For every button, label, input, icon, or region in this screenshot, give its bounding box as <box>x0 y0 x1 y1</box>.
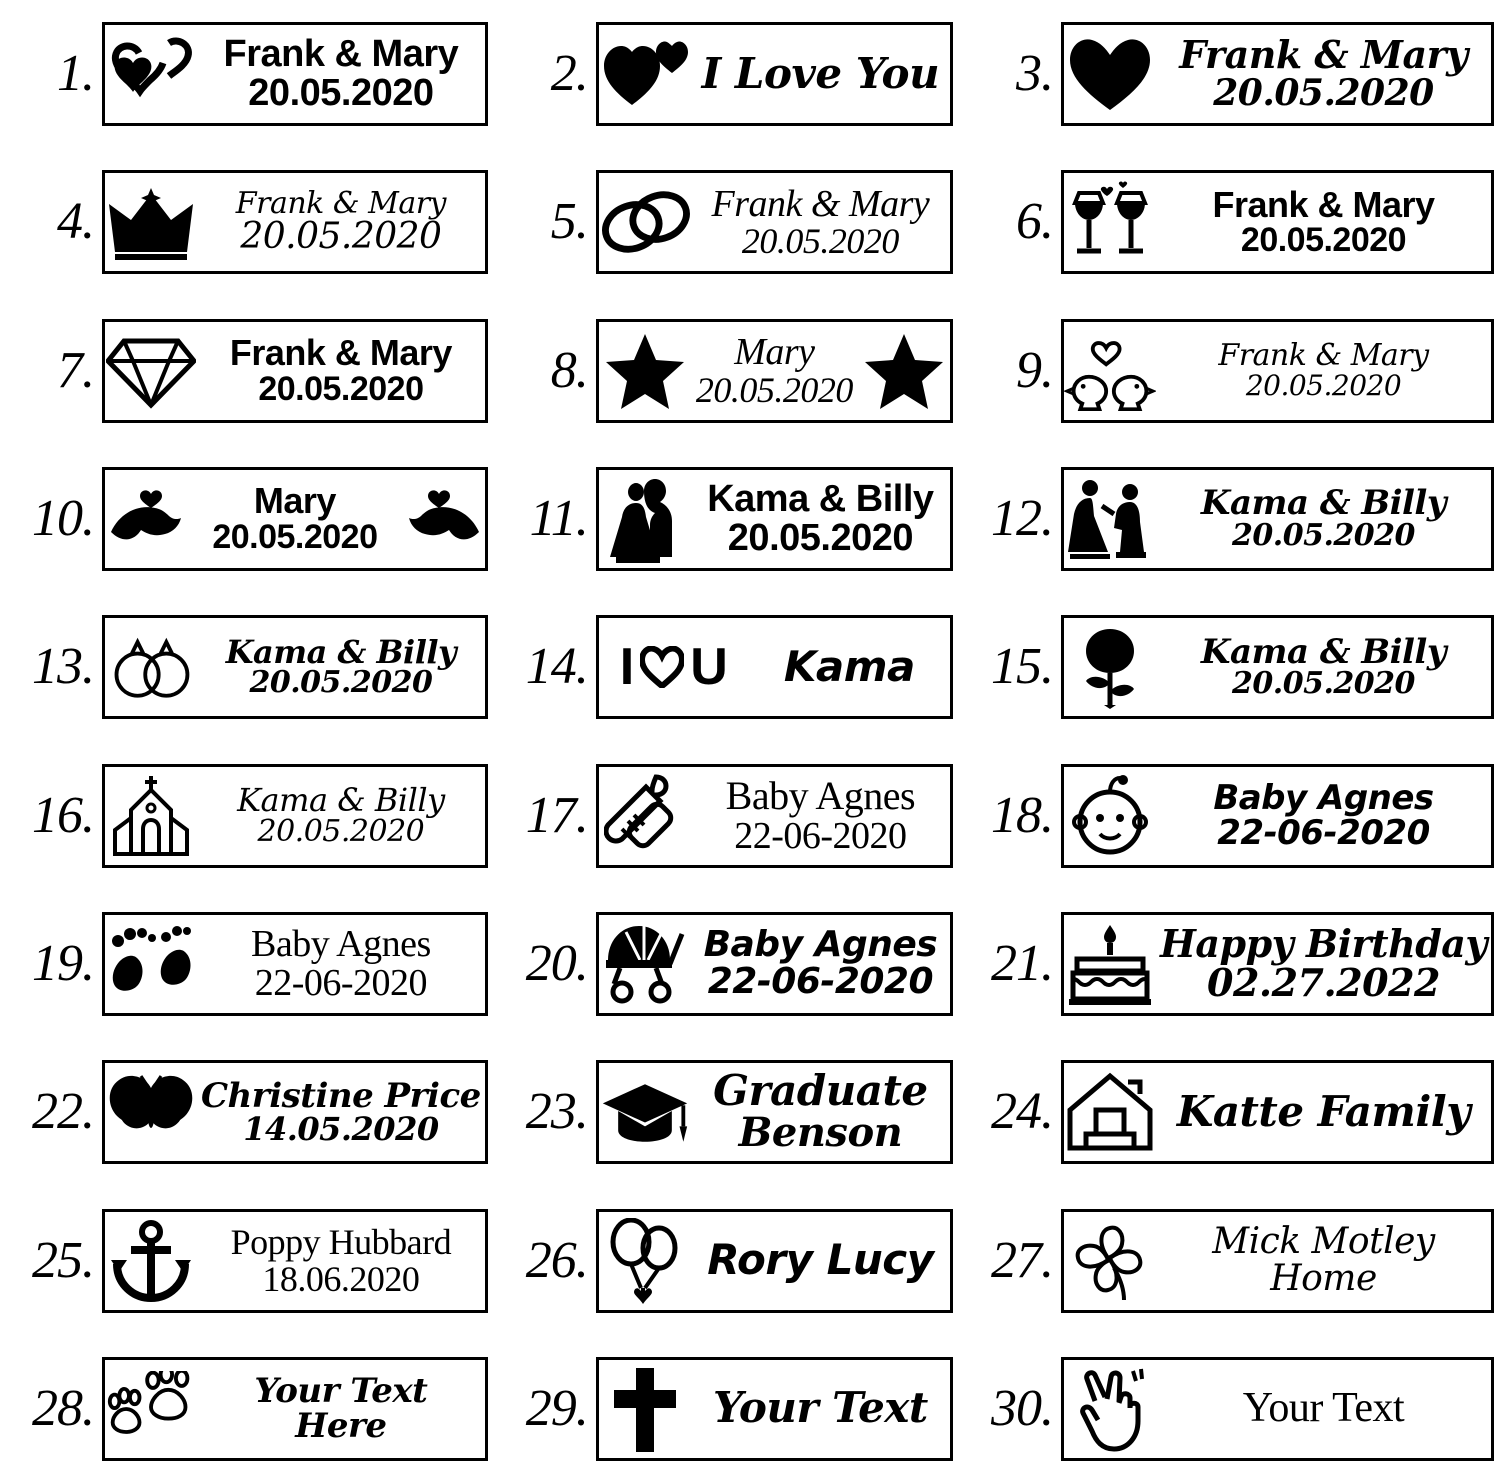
engraving-text <box>1156 921 1491 1005</box>
engraving-line-2: 02.27.2022 <box>1207 959 1440 1005</box>
engraving-line-1: Frank & Mary <box>1212 183 1435 225</box>
baby-feet-icon <box>105 920 197 1008</box>
design-option-cell <box>0 0 494 148</box>
engraving-plate[interactable] <box>596 22 953 126</box>
design-option-cell <box>959 148 1500 296</box>
engraving-plate[interactable] <box>1061 764 1494 868</box>
option-number: 4. <box>57 193 94 251</box>
engraving-text <box>1156 32 1491 115</box>
engraving-line-1: Baby Agnes <box>703 924 938 966</box>
engraving-line-2: 20.05.2020 <box>212 518 378 557</box>
engraving-plate[interactable] <box>102 615 488 719</box>
two-hearts-icon <box>105 30 197 118</box>
option-number: 17. <box>525 786 588 844</box>
engraving-text <box>1156 338 1491 402</box>
wine-glasses-icon <box>1064 178 1156 266</box>
balloons-icon <box>599 1217 691 1305</box>
diamond-icon <box>105 327 197 415</box>
design-option-cell <box>494 1038 959 1186</box>
design-option-cell <box>494 0 959 148</box>
engraving-line-1: Katte Family <box>1176 1086 1471 1136</box>
option-number: 22. <box>32 1083 94 1141</box>
option-number: 13. <box>32 638 94 696</box>
engraving-line-1: Frank & Mary <box>223 33 459 76</box>
butterfly-icon <box>105 1068 197 1156</box>
engraving-text <box>197 35 485 113</box>
design-option-cell <box>0 1038 494 1186</box>
engraving-text <box>197 480 393 557</box>
engraving-plate[interactable] <box>102 467 488 571</box>
paw-prints-icon <box>105 1365 197 1453</box>
hearts-pair-icon <box>599 30 691 118</box>
engraving-text <box>691 1066 950 1157</box>
design-option-cell <box>0 148 494 296</box>
engraving-line-2: 22-06-2020 <box>254 961 428 1004</box>
engraving-line-1: Christine Price <box>201 1075 481 1116</box>
design-option-cell <box>959 297 1500 445</box>
option-number: 18. <box>990 786 1053 844</box>
engraving-line-1: Kama & Billy <box>1200 483 1447 524</box>
engraving-text <box>197 1221 485 1299</box>
engraving-line-2: 18.06.2020 <box>262 1258 420 1299</box>
option-number: 25. <box>32 1231 94 1289</box>
option-number: 10. <box>32 490 94 548</box>
design-option-cell <box>959 0 1500 148</box>
engraving-line-1: Kama & Billy <box>225 632 457 671</box>
engraving-line-1: Frank & Mary <box>711 182 930 225</box>
baby-stroller-icon <box>599 920 691 1008</box>
design-option-cell <box>494 445 959 593</box>
proposal-icon <box>1064 475 1156 563</box>
engraving-plate[interactable] <box>596 764 953 868</box>
engraving-line-2: Benson <box>738 1109 903 1157</box>
engraving-line-1: Mary <box>253 480 336 522</box>
option-number: 24. <box>990 1083 1053 1141</box>
engraving-line-1: Baby Agnes <box>1213 777 1434 818</box>
peace-hand-icon <box>1064 1365 1156 1453</box>
engraving-line-1: Rory Lucy <box>707 1235 934 1285</box>
engraving-text <box>691 333 858 408</box>
engraving-text <box>691 480 950 558</box>
option-number: 5. <box>550 193 588 251</box>
engraving-line-1: Your Text <box>713 1383 928 1433</box>
engraving-plate[interactable] <box>596 1357 953 1461</box>
engraving-line-1: Happy Birthday <box>1159 921 1487 967</box>
stars-icon <box>599 327 691 415</box>
engraving-text <box>691 1383 950 1433</box>
engraving-plate[interactable] <box>1061 1357 1494 1461</box>
engraving-text <box>197 1371 485 1446</box>
engraving-plate[interactable] <box>1061 467 1494 571</box>
design-option-cell <box>494 593 959 741</box>
birthday-cake-icon <box>1064 920 1156 1008</box>
option-number: 14. <box>525 638 588 696</box>
engraving-text <box>197 1075 485 1149</box>
engraving-line-1: Mary <box>734 331 815 373</box>
doves-icon <box>105 475 197 563</box>
love-birds-icon <box>1064 327 1156 415</box>
engraving-line-1: Frank & Mary <box>1179 32 1468 78</box>
engraving-line-1: Poppy Hubbard <box>230 1221 452 1262</box>
baby-face-icon <box>1064 772 1156 860</box>
design-option-cell <box>959 890 1500 1038</box>
i-love-u-icon: I U <box>619 638 728 697</box>
engraving-line-2: 20.05.2020 <box>249 665 433 701</box>
option-number: 12. <box>990 490 1053 548</box>
engraving-text <box>1156 777 1491 853</box>
engraving-plate[interactable] <box>1061 319 1494 423</box>
engraving-text <box>197 632 485 701</box>
design-option-cell <box>0 1186 494 1334</box>
engraving-text <box>749 641 950 691</box>
engraving-line-2: 20.05.2020 <box>240 216 442 258</box>
wedding-rings-icon <box>599 178 691 266</box>
engraving-text <box>691 48 950 98</box>
engraving-line-2: 22-06-2020 <box>707 960 934 1002</box>
design-option-cell <box>959 1038 1500 1186</box>
engraving-text <box>197 781 485 849</box>
engraving-line-2: 20.05.2020 <box>741 221 899 262</box>
engraving-line-2: 22-06-2020 <box>1217 812 1430 853</box>
option-number: 9. <box>1015 341 1053 399</box>
engraving-line-2: Home <box>1270 1257 1377 1299</box>
engraving-text <box>1156 631 1491 702</box>
option-number: 6. <box>1015 193 1053 251</box>
graduation-cap-icon <box>599 1068 691 1156</box>
engraving-plate[interactable] <box>596 615 953 719</box>
house-icon <box>1064 1068 1156 1156</box>
engraving-line-2: 20.05.2020 <box>695 369 853 410</box>
engraving-line-1: Mick Motley <box>1212 1220 1435 1262</box>
crown-icon <box>105 178 197 266</box>
engraving-plate[interactable] <box>102 319 488 423</box>
engraving-line-1: Graduate <box>713 1066 928 1116</box>
engraving-text <box>197 332 485 408</box>
engraving-text <box>197 185 485 258</box>
design-option-cell <box>959 1186 1500 1334</box>
option-number: 29. <box>525 1379 588 1437</box>
cross-icon <box>599 1365 691 1453</box>
engraving-text <box>691 1235 950 1285</box>
doves-icon-mirrored <box>393 475 485 563</box>
engraving-line-1: Baby Agnes <box>725 772 916 818</box>
option-number: 21. <box>990 934 1053 992</box>
design-option-cell <box>959 1335 1500 1483</box>
interlocked-rings-icon <box>105 623 197 711</box>
engraving-line-2: 20.05.2020 <box>727 517 913 560</box>
option-number: 1. <box>57 45 94 103</box>
engraving-plate[interactable] <box>596 319 953 423</box>
engraving-line-2: 20.05.2020 <box>1240 221 1407 260</box>
option-number: 28. <box>32 1379 94 1437</box>
engraving-line-2: 20.05.2020 <box>1213 72 1434 115</box>
engraving-plate[interactable] <box>102 170 488 274</box>
engraving-line-1: Frank & Mary <box>229 332 452 374</box>
engraving-line-1: Frank & Mary <box>1218 338 1429 374</box>
heart-icon <box>1064 30 1156 118</box>
engraving-plate[interactable] <box>1061 170 1494 274</box>
engraving-line-2: 20.05.2020 <box>257 813 425 849</box>
design-option-cell <box>0 445 494 593</box>
option-number: 23. <box>525 1083 588 1141</box>
clover-icon <box>1064 1217 1156 1305</box>
design-option-cell <box>959 445 1500 593</box>
engraving-line-1: Kama & Billy <box>1200 631 1447 672</box>
option-number: 7. <box>57 341 94 399</box>
engraving-line-2: Here <box>295 1405 387 1446</box>
design-option-cell <box>494 148 959 296</box>
engraving-line-2: 14.05.2020 <box>243 1110 439 1149</box>
option-number: 30. <box>990 1379 1053 1437</box>
engraving-plate[interactable] <box>1061 1209 1494 1313</box>
engraving-plate[interactable] <box>596 170 953 274</box>
engraving-line-2: 20.05.2020 <box>248 72 434 115</box>
engraving-plate[interactable] <box>1061 22 1494 126</box>
engraving-plate[interactable] <box>1061 1060 1494 1164</box>
design-option-cell <box>0 297 494 445</box>
engraving-plate[interactable] <box>102 1357 488 1461</box>
design-option-cell <box>494 741 959 889</box>
engraving-text <box>691 924 950 1002</box>
design-option-cell <box>494 890 959 1038</box>
engraving-line-2: 20.05.2020 <box>1245 368 1402 402</box>
option-number: 19. <box>32 934 94 992</box>
design-option-cell <box>494 297 959 445</box>
engraving-line-1: Your Text <box>1242 1385 1405 1432</box>
engraving-plate[interactable] <box>596 467 953 571</box>
stars-icon-mirrored <box>858 327 950 415</box>
anchor-icon <box>105 1217 197 1305</box>
engraving-line-1: I Love You <box>701 48 940 98</box>
engraving-line-2: 20.05.2020 <box>258 369 424 408</box>
engraving-text <box>691 772 950 857</box>
engraving-line-2: 20.05.2020 <box>1232 666 1415 702</box>
engraving-plate[interactable] <box>102 912 488 1016</box>
church-icon <box>105 772 197 860</box>
option-number: 20. <box>525 934 588 992</box>
engraving-text <box>1156 1086 1491 1136</box>
design-option-cell <box>959 741 1500 889</box>
engraving-text <box>1156 483 1491 554</box>
engraving-line-2: 22-06-2020 <box>734 814 907 857</box>
option-number: 3. <box>1015 45 1053 103</box>
engraving-text <box>1156 1387 1491 1430</box>
engraving-line-1: Kama <box>783 641 915 691</box>
engraving-plate[interactable] <box>1061 912 1494 1016</box>
design-option-cell <box>494 1335 959 1483</box>
engraving-line-1: Frank & Mary <box>235 185 446 221</box>
design-option-cell <box>494 1186 959 1334</box>
engraving-text <box>197 925 485 1003</box>
engraving-plate[interactable] <box>596 1209 953 1313</box>
engraving-plate[interactable] <box>102 22 488 126</box>
design-option-cell <box>0 890 494 1038</box>
option-number: 2. <box>550 45 588 103</box>
engraving-plate[interactable] <box>102 1209 488 1313</box>
option-number: 16. <box>32 786 94 844</box>
design-option-cell <box>0 1335 494 1483</box>
option-number: 11. <box>529 490 588 548</box>
baby-bottle-icon <box>599 772 691 860</box>
engraving-plate[interactable] <box>102 1060 488 1164</box>
option-number: 8. <box>550 341 588 399</box>
option-number: 15. <box>990 638 1053 696</box>
engraving-text <box>1156 183 1491 260</box>
engraving-line-2: 20.05.2020 <box>1232 518 1415 554</box>
engraving-text <box>1156 1220 1491 1299</box>
rose-icon <box>1064 623 1156 711</box>
engraving-line-1: Your Text <box>254 1371 428 1412</box>
engraving-line-1: Kama & Billy <box>237 781 445 820</box>
engraving-text <box>691 182 950 262</box>
engraving-line-1: Kama & Billy <box>707 478 934 521</box>
design-option-cell <box>959 593 1500 741</box>
engraving-line-1: Baby Agnes <box>251 923 431 966</box>
design-option-cell <box>0 741 494 889</box>
design-option-cell <box>0 593 494 741</box>
engraving-plate[interactable] <box>1061 615 1494 719</box>
engraving-plate[interactable] <box>596 912 953 1016</box>
option-number: 26. <box>525 1231 588 1289</box>
bride-groom-icon <box>599 475 691 563</box>
option-number: 27. <box>990 1231 1053 1289</box>
engraving-plate[interactable] <box>596 1060 953 1164</box>
engraving-plate[interactable] <box>102 764 488 868</box>
